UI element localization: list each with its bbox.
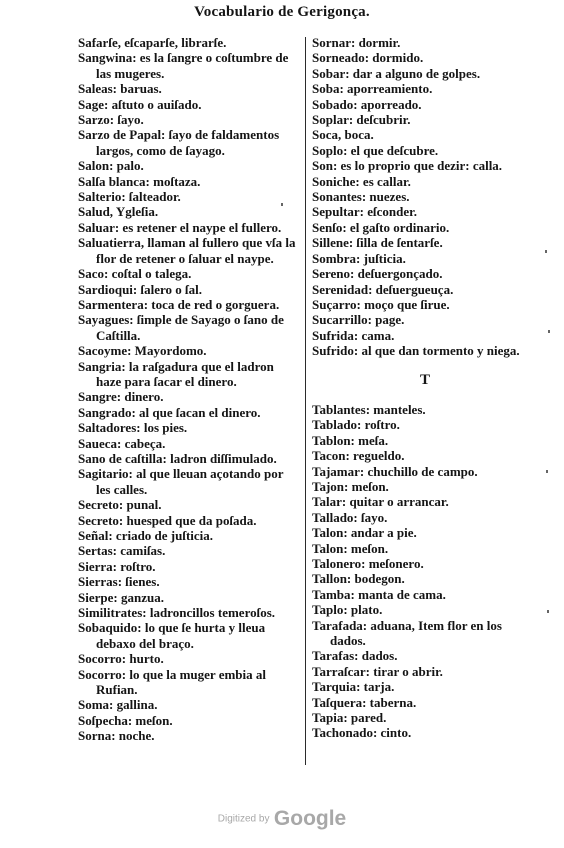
vocab-entry: Soplar: deſcubrir. [312, 112, 411, 128]
ink-speck [548, 330, 550, 333]
digitized-watermark [0, 807, 564, 831]
vocab-entry: Tarraſcar: tirar o abrir. [312, 663, 443, 679]
vocab-entry: Soma: gallina. [78, 697, 158, 713]
vocab-entry: Tamba: manta de cama. [312, 586, 446, 602]
vocab-entry: Salud, Ygleſia. [78, 204, 159, 220]
left-column [78, 35, 300, 744]
vocab-entry: Sayagues: ſimple de Sayago o ſano de Caſtilla. [78, 312, 284, 343]
vocab-entry: Salterio: ſalteador. [78, 189, 181, 205]
vocab-entry: Sage: aſtuto o auiſado. [78, 96, 202, 112]
vocab-entry: Tarafas: dados. [312, 648, 398, 664]
vocab-entry: Talon: meſon. [312, 540, 389, 556]
ink-speck [281, 203, 283, 206]
section-s-entries [312, 35, 538, 359]
vocab-entry: Soplo: el que deſcubre. [312, 142, 439, 158]
vocab-entry: Salſa blanca: moſtaza. [78, 173, 201, 189]
page-header: Vocabulario de Gerigonça. [194, 4, 370, 20]
vocab-entry: Socorro: lo que la muger embia al Rufian. [78, 666, 267, 698]
vocab-entry: Sierpe: ganzua. [78, 589, 164, 605]
vocab-entry: Sobado: aporreado. [312, 96, 422, 112]
vocab-entry: Sertas: camiſas. [78, 543, 166, 559]
vocab-entry: Saueca: cabeça. [78, 435, 166, 451]
vocab-entry: Sereno: deſuergonçado. [312, 266, 443, 282]
vocab-entry: Señal: criado de juſticia. [78, 528, 214, 543]
vocab-entry: Sorneado: dormido. [312, 50, 424, 66]
vocab-entry: Sarmentera: toca de red o gorguera. [78, 296, 280, 312]
vocab-entry: Son: es lo proprio que dezir: calla. [312, 158, 503, 174]
vocab-entry: Tachonado: cinto. [312, 725, 412, 741]
vocab-entry: Sardioqui: ſalero o ſal. [78, 281, 202, 297]
vocab-entry: Tarquia: tarja. [312, 679, 395, 695]
vocab-entry: Soſpecha: meſon. [78, 712, 173, 728]
vocab-entry: Sepultar: eſconder. [312, 204, 417, 220]
vocab-entry: Sacoyme: Mayordomo. [78, 343, 207, 359]
vocab-entry: Secreto: huesped que da poſada. [78, 512, 257, 528]
vocab-entry: Tarafada: aduana, Item flor en los dados. [312, 617, 502, 649]
vocab-entry: Similitrates: ladroncillos temeroſos. [78, 605, 276, 621]
vocab-entry: Senſo: el gaſto ordinario. [312, 219, 450, 235]
vocab-entry: Sonantes: nuezes. [312, 189, 410, 205]
vocab-entry: Sangwina: es la ſangre o coſtumbre de las mugeres. [78, 50, 289, 81]
vocab-entry: Sierra: roſtro. [78, 558, 156, 574]
column-divider [305, 37, 306, 765]
google-logo: Google [273, 807, 347, 830]
vocab-entry: Sobaquido: lo que ſe hurta y lleua debaxo del braço. [78, 620, 266, 651]
vocab-entry: Soca, boca. [312, 127, 374, 143]
vocab-entry: Saleas: baruas. [78, 81, 162, 97]
vocab-entry: Sangre: dinero. [78, 389, 164, 405]
vocab-entry: Sillene: ſilla de ſentarſe. [312, 235, 443, 251]
vocab-entry: Sierras: ſienes. [78, 574, 160, 590]
ink-speck [547, 610, 549, 613]
vocab-entry: Sornar: dormir. [312, 35, 401, 50]
vocab-entry: Secreto: punal. [78, 497, 162, 513]
vocab-entry: Tajon: meſon. [312, 478, 389, 494]
vocab-entry: Sangrado: al que ſacan el dinero. [78, 404, 261, 420]
vocab-entry: Soba: aporreamiento. [312, 81, 433, 97]
vocab-entry: Saluatierra, llaman al fullero que vſa la flor de retener o ſaluar el naype. [78, 235, 296, 266]
vocab-entry: Saltadores: los pies. [78, 420, 188, 436]
vocab-entry: Tablado: roſtro. [312, 417, 400, 433]
section-t-entries [312, 402, 538, 741]
ink-speck [545, 250, 547, 253]
vocab-entry: Sucarrillo: page. [312, 312, 405, 328]
vocab-entry: Saluar: es retener el naype el fullero. [78, 219, 282, 235]
vocab-entry: Sagitario: al que lleuan açotando por les calles. [78, 466, 284, 497]
ink-speck [546, 470, 548, 473]
section-letter-t: T [419, 371, 430, 388]
vocab-entry: Tallon: bodegon. [312, 571, 405, 587]
vocab-entry: Tapia: pared. [312, 710, 387, 726]
vocab-entry: Sobar: dar a alguno de golpes. [312, 65, 481, 81]
vocab-entry: Safarſe, eſcaparſe, librarſe. [78, 35, 227, 50]
vocab-entry: Taplo: plato. [312, 602, 383, 618]
vocab-entry: Tablantes: manteles. [312, 401, 426, 417]
vocab-entry: Serenidad: deſuergueuça. [312, 281, 454, 297]
vocab-entry: Tablon: meſa. [312, 432, 389, 448]
watermark-prefix: Digitized by [217, 813, 270, 825]
vocab-entry: Taſquera: taberna. [312, 694, 417, 710]
vocab-entry: Saco: coſtal o talega. [78, 266, 192, 282]
vocab-entry: Sano de caſtilla: ladron diſſimulado. [78, 450, 277, 466]
vocab-entry: Sombra: juſticia. [312, 250, 406, 266]
vocab-entry: Tajamar: chuchillo de campo. [312, 463, 478, 479]
vocab-entry: Sufrido: al que dan tormento y niega. [312, 343, 520, 359]
vocab-entry: Sufrida: cama. [312, 327, 395, 343]
vocab-entry: Talar: quitar o arrancar. [312, 494, 449, 510]
vocab-entry: Sarzo: ſayo. [78, 112, 144, 128]
vocab-entry: Sarzo de Papal: ſayo de faldamentos largos, como de ſayago. [78, 127, 280, 158]
right-column [312, 35, 538, 741]
vocab-entry: Tallado: ſayo. [312, 509, 388, 525]
vocab-entry: Soniche: es callar. [312, 173, 411, 189]
vocab-entry: Suçarro: moço que ſirue. [312, 296, 450, 312]
vocab-entry: Socorro: hurto. [78, 651, 164, 667]
vocab-entry: Sangria: la raſgadura que el ladron haze para ſacar el dinero. [78, 358, 274, 389]
vocab-entry: Salon: palo. [78, 158, 144, 174]
vocab-entry: Talon: andar a pie. [312, 525, 417, 541]
vocab-entry: Talonero: meſonero. [312, 556, 424, 571]
vocab-entry: Sorna: noche. [78, 728, 155, 744]
vocab-entry: Tacon: regueldo. [312, 448, 405, 464]
